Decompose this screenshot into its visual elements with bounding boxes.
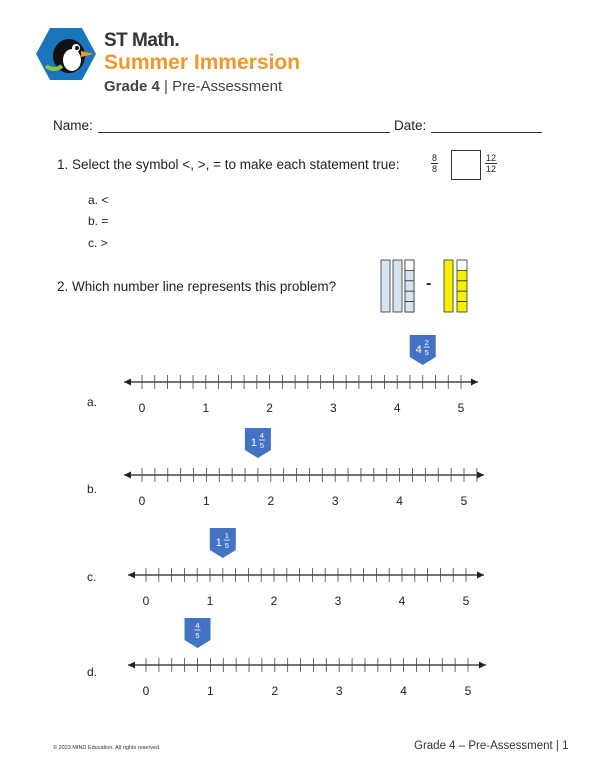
number-line-tick-label: 2: [270, 594, 278, 608]
q2-marker-num: 4: [195, 621, 200, 630]
brand-subtitle: Summer Immersion: [104, 51, 301, 74]
q2-marker-den: 5: [224, 541, 229, 550]
q2-marker-whole: 1: [250, 437, 257, 449]
q2-option-b-label[interactable]: b.: [87, 482, 98, 496]
number-line-arrow-right: [477, 472, 484, 479]
q2-option-a-label[interactable]: a.: [87, 395, 98, 409]
number-line-arrow-left: [124, 472, 131, 479]
q2-marker-num: 1: [224, 531, 229, 540]
assessment-label: Pre-Assessment: [172, 78, 283, 95]
q1-left-den: 8: [432, 164, 438, 174]
number-line-arrow-left: [124, 379, 131, 386]
number-line-tick-label: 0: [142, 684, 150, 698]
number-line-tick-label: 0: [138, 401, 146, 415]
q2-marker-den: 5: [195, 631, 200, 640]
number-line-tick-label: 4: [396, 494, 403, 508]
number-line-tick-label: 1: [202, 401, 210, 415]
q2-marker-den: 5: [424, 348, 429, 357]
number-line-tick-label: 1: [203, 494, 210, 508]
q1-left-num: 8: [432, 153, 438, 163]
q2-marker-num: 2: [424, 338, 429, 347]
number-line-tick-label: 1: [207, 684, 214, 698]
number-line-tick-label: 0: [142, 594, 150, 608]
q1-option-a[interactable]: a. <: [88, 193, 109, 207]
footer-page-label: Grade 4 – Pre-Assessment: [414, 740, 553, 752]
number-line-tick-label: 3: [331, 494, 339, 508]
q2-option-d-label[interactable]: d.: [87, 665, 98, 679]
number-line-tick-label: 2: [266, 401, 273, 415]
footer-page-sep: |: [555, 740, 559, 752]
number-line-tick-label: 5: [457, 401, 465, 415]
number-line-arrow-right: [477, 572, 484, 579]
number-line-tick-label: 2: [267, 494, 275, 508]
q2-option-c-label[interactable]: c.: [87, 570, 97, 584]
q2-minus-sign: -: [426, 275, 432, 292]
number-line-arrow-left: [128, 572, 135, 579]
number-line-tick-label: 1: [206, 594, 214, 608]
number-line-arrow-left: [128, 662, 135, 669]
q2-marker-a: [410, 335, 436, 365]
number-line-tick-label: 4: [393, 401, 401, 415]
number-line-tick-label: 3: [335, 684, 343, 698]
brand-title: ST Math.: [104, 30, 180, 51]
number-line-tick-label: 3: [330, 401, 337, 415]
q1-right-den: 12: [486, 164, 497, 174]
q2-marker-b: [245, 428, 271, 458]
q2-marker-den: 5: [259, 441, 265, 450]
q1-right-num: 12: [486, 153, 497, 163]
number-line-tick-label: 3: [334, 594, 342, 608]
number-line-tick-label: 0: [138, 494, 146, 508]
number-line-tick-label: 5: [460, 494, 468, 508]
date-label: Date:: [394, 118, 427, 133]
grade-separator: |: [164, 78, 168, 95]
number-line-tick-label: 4: [398, 594, 406, 608]
number-line-tick-label: 5: [462, 594, 470, 608]
name-label: Name:: [53, 118, 93, 133]
number-line-tick-label: 4: [400, 684, 407, 698]
q1-prompt: 1. Select the symbol <, >, = to make each statement true:: [57, 157, 400, 172]
q1-option-c[interactable]: c. >: [88, 236, 108, 250]
number-line-arrow-right: [479, 662, 486, 669]
q2-marker-whole: 1: [215, 537, 222, 549]
footer-page-number: 1: [562, 740, 569, 752]
q2-prompt: 2. Which number line represents this problem?: [57, 279, 337, 294]
copyright: © 2023 MIND Education. All rights reserved.: [53, 745, 161, 751]
number-line-tick-label: 5: [464, 684, 472, 698]
grade-label: Grade 4: [104, 78, 160, 95]
q1-option-b[interactable]: b. =: [88, 214, 109, 228]
q2-marker-c: [210, 528, 236, 558]
q2-marker-whole: 4: [415, 344, 422, 356]
number-line-tick-label: 2: [271, 684, 279, 698]
q2-marker-num: 4: [259, 431, 265, 440]
footer-page: [414, 740, 569, 752]
number-line-arrow-right: [471, 379, 478, 386]
